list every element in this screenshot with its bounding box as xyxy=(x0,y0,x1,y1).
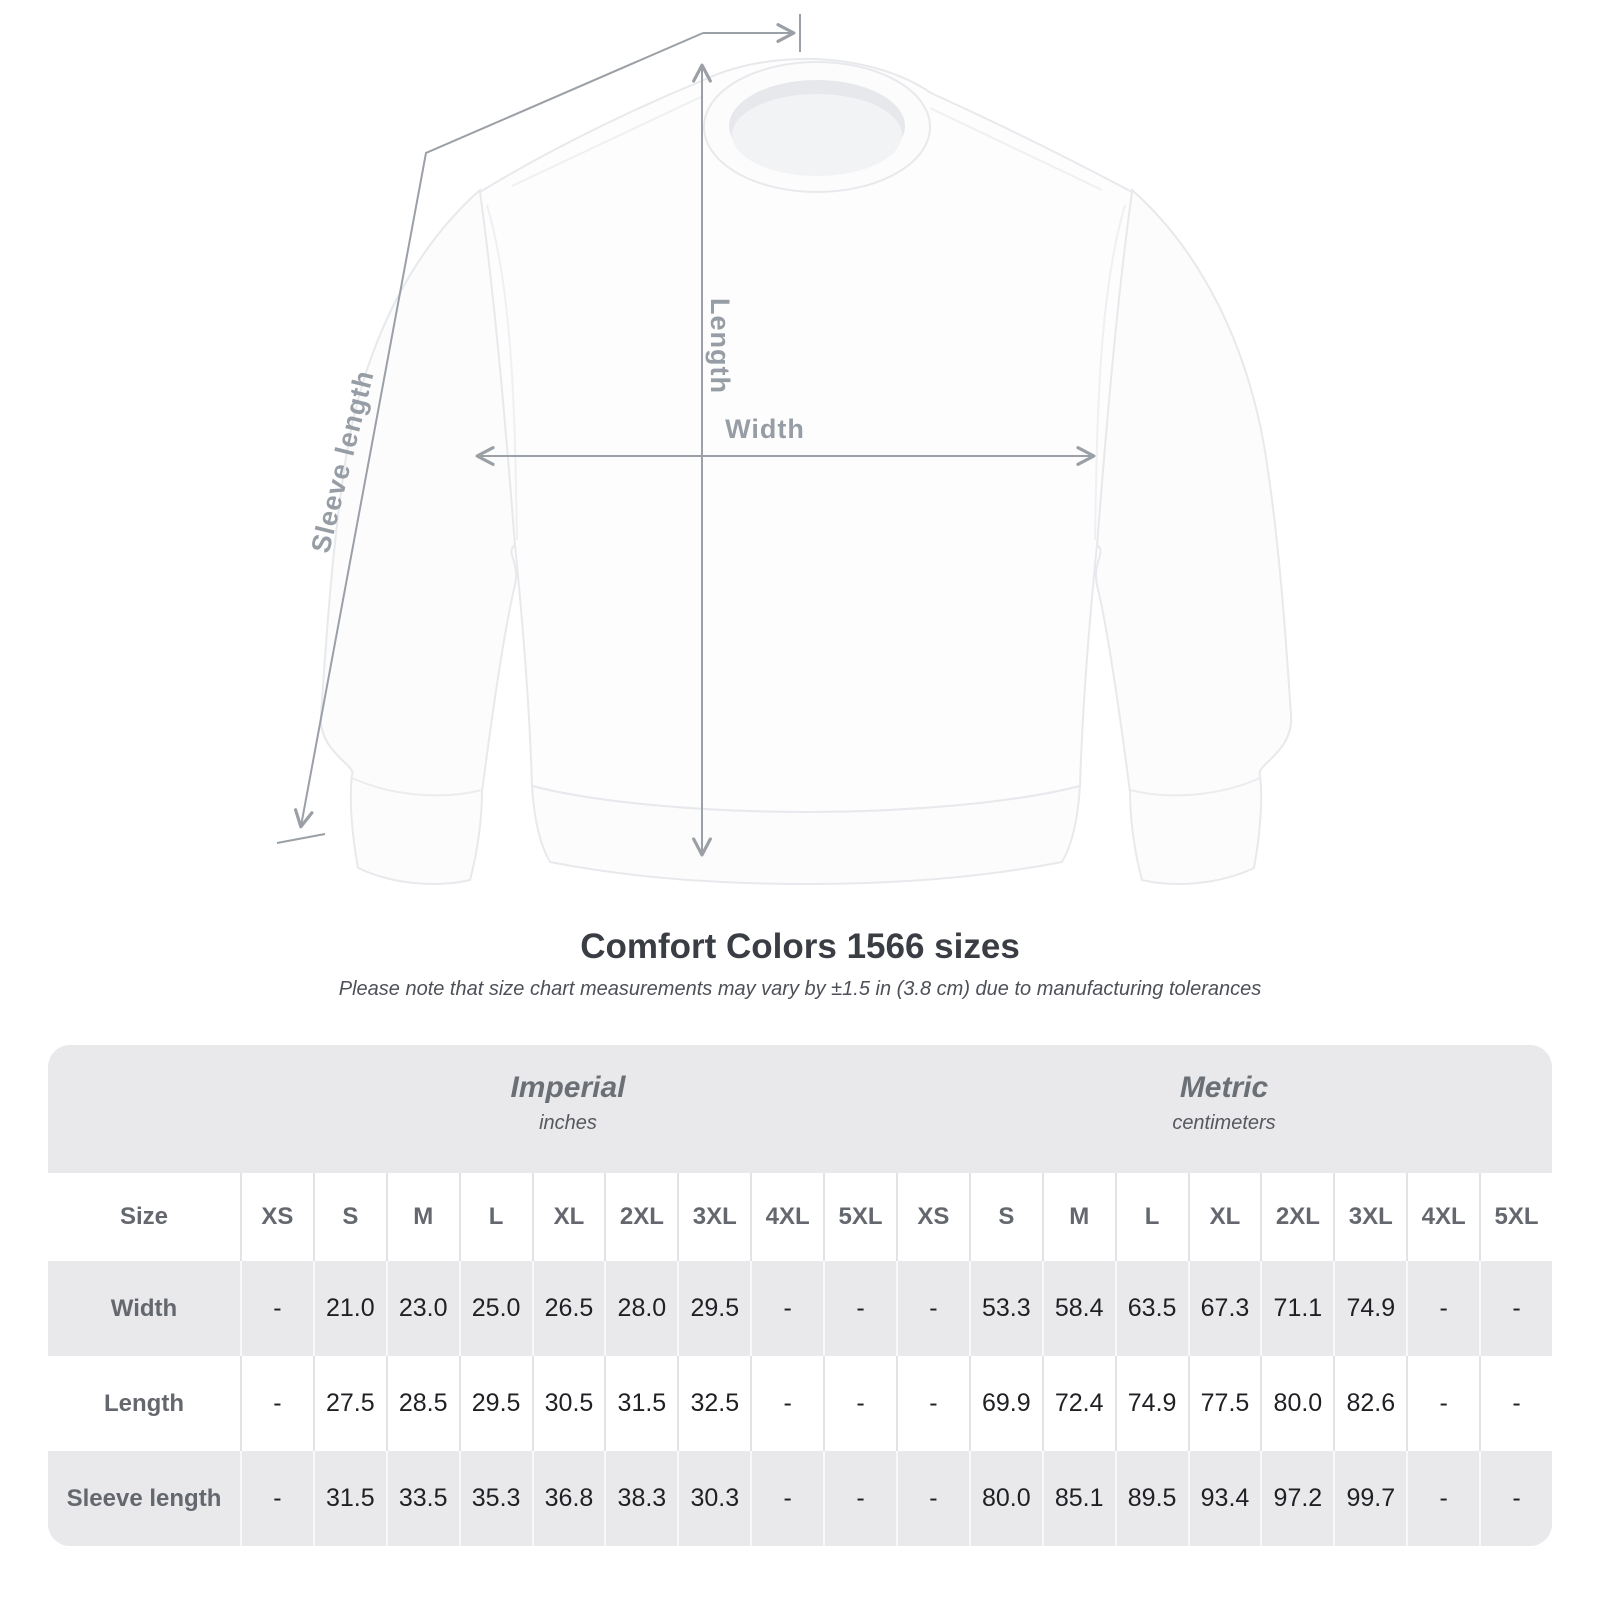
table-cell: 2XL xyxy=(1260,1173,1333,1261)
table-cell: 31.5 xyxy=(604,1356,677,1451)
table-cell: 28.0 xyxy=(604,1261,677,1356)
row-label: Sleeve length xyxy=(66,1484,222,1512)
table-cell: 30.3 xyxy=(677,1451,750,1546)
table-cell: 74.9 xyxy=(1115,1356,1188,1451)
metric-label: Metric xyxy=(1179,1071,1269,1104)
table-cell: 89.5 xyxy=(1115,1451,1188,1546)
table-cell: - xyxy=(750,1261,823,1356)
metric-sublabel: centimeters xyxy=(1172,1112,1276,1134)
table-cell: XL xyxy=(532,1173,605,1261)
length-annotation-label: Length xyxy=(705,298,735,394)
table-cell: - xyxy=(1479,1356,1552,1451)
page-title: Comfort Colors 1566 sizes xyxy=(580,927,1020,966)
table-cell: 74.9 xyxy=(1333,1261,1406,1356)
table-cell: 58.4 xyxy=(1042,1261,1115,1356)
table-cell: - xyxy=(823,1261,896,1356)
table-cell: 3XL xyxy=(677,1173,750,1261)
table-cell: - xyxy=(1406,1261,1479,1356)
table-cell: - xyxy=(1479,1261,1552,1356)
table-cell: 27.5 xyxy=(313,1356,386,1451)
table-cell: 63.5 xyxy=(1115,1261,1188,1356)
tolerance-note: Please note that size chart measurements may vary by ±1.5 in (3.8 cm) due to manufacturing tolerances xyxy=(338,978,1262,1000)
table-cell: 33.5 xyxy=(386,1451,459,1546)
table-cell: - xyxy=(750,1356,823,1451)
table-cell: 5XL xyxy=(823,1173,896,1261)
title-block xyxy=(0,908,1600,1003)
table-cell: - xyxy=(1479,1451,1552,1546)
table-cell: 26.5 xyxy=(532,1261,605,1356)
size-column-header: Size xyxy=(119,1203,169,1230)
table-cell: - xyxy=(896,1451,969,1546)
table-cell: 2XL xyxy=(604,1173,677,1261)
table-row xyxy=(48,1356,1552,1451)
table-cell: 69.9 xyxy=(969,1356,1042,1451)
table-cell: - xyxy=(1406,1356,1479,1451)
size-table-rows xyxy=(48,1173,1552,1546)
table-cell: 29.5 xyxy=(459,1356,532,1451)
table-cell: 21.0 xyxy=(313,1261,386,1356)
table-cell: 82.6 xyxy=(1333,1356,1406,1451)
imperial-header xyxy=(240,1045,896,1173)
table-cell: 31.5 xyxy=(313,1451,386,1546)
table-cell: S xyxy=(313,1173,386,1261)
table-cell: 38.3 xyxy=(604,1451,677,1546)
table-cell: - xyxy=(896,1356,969,1451)
unit-band-spacer xyxy=(48,1045,240,1173)
imperial-sublabel: inches xyxy=(539,1112,597,1134)
table-cell: L xyxy=(459,1173,532,1261)
table-cell: XS xyxy=(896,1173,969,1261)
sleeve-length-end-tick xyxy=(277,834,325,843)
table-cell: M xyxy=(1042,1173,1115,1261)
width-annotation-label: Width xyxy=(725,414,805,444)
table-cell: - xyxy=(896,1261,969,1356)
table-cell: 67.3 xyxy=(1188,1261,1261,1356)
table-cell: - xyxy=(240,1356,313,1451)
table-cell: XL xyxy=(1188,1173,1261,1261)
table-cell: 23.0 xyxy=(386,1261,459,1356)
table-cell: 53.3 xyxy=(969,1261,1042,1356)
table-cell: S xyxy=(969,1173,1042,1261)
table-cell: 97.2 xyxy=(1260,1451,1333,1546)
sweatshirt-image xyxy=(321,59,1291,884)
table-cell: 36.8 xyxy=(532,1451,605,1546)
table-cell: 4XL xyxy=(1406,1173,1479,1261)
unit-band xyxy=(48,1045,1552,1173)
table-cell: XS xyxy=(240,1173,313,1261)
table-cell: 77.5 xyxy=(1188,1356,1261,1451)
table-cell: - xyxy=(1406,1451,1479,1546)
table-cell: - xyxy=(750,1451,823,1546)
size-table xyxy=(48,1045,1552,1546)
table-cell: 80.0 xyxy=(1260,1356,1333,1451)
table-cell: 4XL xyxy=(750,1173,823,1261)
table-cell: - xyxy=(823,1356,896,1451)
table-cell: M xyxy=(386,1173,459,1261)
table-cell: - xyxy=(823,1451,896,1546)
table-row xyxy=(48,1451,1552,1546)
table-cell: 71.1 xyxy=(1260,1261,1333,1356)
row-label: Width xyxy=(110,1294,178,1322)
table-cell: 72.4 xyxy=(1042,1356,1115,1451)
table-cell: 29.5 xyxy=(677,1261,750,1356)
table-cell: - xyxy=(240,1451,313,1546)
table-cell: 99.7 xyxy=(1333,1451,1406,1546)
table-cell: 5XL xyxy=(1479,1173,1552,1261)
table-cell: 3XL xyxy=(1333,1173,1406,1261)
table-cell: 28.5 xyxy=(386,1356,459,1451)
metric-header xyxy=(896,1045,1552,1173)
table-row xyxy=(48,1261,1552,1356)
sleeve-length-annotation-label: Sleeve length xyxy=(305,366,380,556)
imperial-label: Imperial xyxy=(510,1071,626,1104)
table-cell: 80.0 xyxy=(969,1451,1042,1546)
table-row xyxy=(48,1173,1552,1261)
table-cell: 85.1 xyxy=(1042,1451,1115,1546)
table-cell: - xyxy=(240,1261,313,1356)
table-cell: 25.0 xyxy=(459,1261,532,1356)
table-cell: L xyxy=(1115,1173,1188,1261)
table-cell: 32.5 xyxy=(677,1356,750,1451)
table-cell: 93.4 xyxy=(1188,1451,1261,1546)
row-label: Length xyxy=(104,1389,184,1417)
table-cell: 30.5 xyxy=(532,1356,605,1451)
table-cell: 35.3 xyxy=(459,1451,532,1546)
